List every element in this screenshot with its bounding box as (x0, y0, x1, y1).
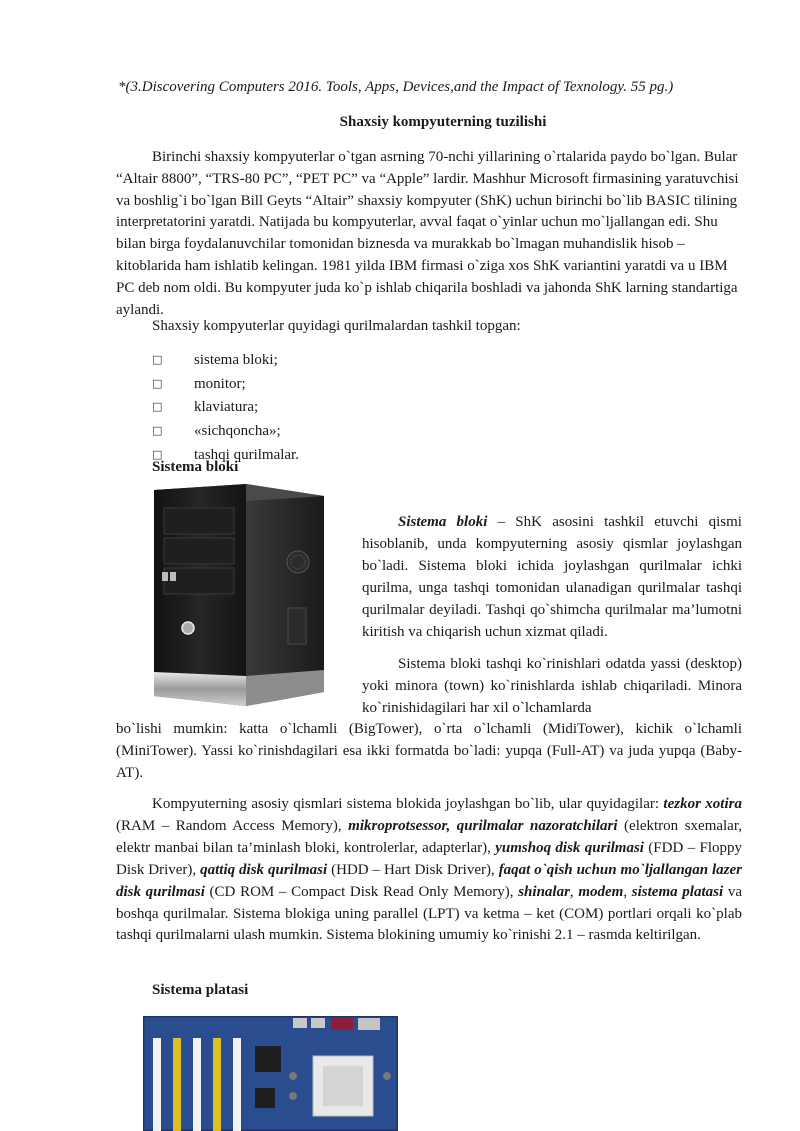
intro-paragraph (116, 147, 746, 321)
bullet-icon: □ (152, 376, 163, 390)
bullet-icon: □ (152, 424, 163, 438)
list-item: □ sistema bloki; (152, 350, 299, 374)
motherboard-image (143, 1016, 398, 1131)
sistema-bloki-forms-part2: bo`lishi mumkin: katta o`lchamli (BigTower), o`rta o`lchamli (MidiTower), kichik o`lchamli (MiniTower). Yassi ko`rinishdagilari esa ikki formatda bo`ladi: yupqa (Full-AT) va juda yupqa (Baby-AT). (116, 721, 742, 781)
intro-text: Birinchi shaxsiy kompyuterlar o`tgan asrning 70-nchi yillarining o`rtalarida paydo bo`lgan. Bular “Altair 8800”, “TRS-80 PC”, “PET PC” va “Apple” lardir. Mashhur Microsoft firmasining yaratuvchisi va boshlig`i bo`lgan Bill Geyts “Altair” shaxsiy kompyuter (ShK) uchun birinchi bo`lib BASIC tilining interpretatorini yaratdi. Natijada bu kompyuterlar, avval faqat o`yinlar uchun mo`ljallangan edi. Shu bilan birga foydalanuvchilar tomonidan biznesda va murakkab bo`lmagan muhandislik hisob – kitoblarida ham ishlatib kelingan. 1981 yilda IBM firmasi o`ziga xos ShK variantini yaratdi va u IBM PC deb nom oldi. Bu kompyuter juda ko`p ishlab chiqarila boshladi va jahonda ShK larning standartiga aylandi. (116, 149, 739, 318)
bullet-icon: □ (152, 353, 163, 366)
list-item: □ klaviatura; (152, 397, 299, 421)
term-sistema-bloki: Sistema bloki (398, 514, 488, 530)
sistema-bloki-forms-part1: Sistema bloki tashqi ko`rinishlari odatda yassi (desktop) yoki minora (town) ko`rinishlarda ishlab chiqariladi. Minora ko`rinishidagilari har xil o`lchamlarda (362, 656, 742, 716)
system-unit-image (148, 480, 328, 710)
page-title: Shaxsiy kompyuterning tuzilishi (339, 114, 547, 130)
bullet-icon: □ (152, 447, 163, 461)
list-item: □ monitor; (152, 374, 299, 398)
list-item: □ «sichqoncha»; (152, 421, 299, 445)
list-item: □ tashqi qurilmalar. (152, 445, 299, 469)
bullet-icon: □ (152, 400, 163, 414)
components-paragraph: Kompyuterning asosiy qismlari sistema blokida joylashgan bo`lib, ular quyidagilar: tezkor xotira (RAM – Random Access Memory), mikroprotsessor, qurilmalar nazoratchilari (elektron sxemalar, elektr manbai bilan ta’minlash bloki, kontrolerlar, adapterlar), yumshoq disk qurilmasi (FDD – Floppy Disk Driver), qattiq disk qurilmasi (HDD – Hart Disk Driver), faqat o`qish uchun mo`ljallangan lazer disk qurilmasi (CD ROM – Compact Disk Read Only Memory), shinalar, modem, sistema platasi va boshqa qurilmalar. Sistema blokiga uning parallel (LPT) va ketma – ket (COM) portlari orqali ko`plab tashqi qurilmalarni ulash mumkin. Sistema blokining umumiy ko`rinishi 2.1 – rasmda keltirilgan. (116, 796, 742, 944)
section-heading-sistema-platasi: Sistema platasi (152, 982, 249, 998)
citation: *(3.Discovering Computers 2016. Tools, Apps, Devices,and the Impact of Texnology. 55 pg.) (118, 79, 674, 95)
component-list (152, 350, 299, 468)
list-lead: Shaxsiy kompyuterlar quyidagi qurilmalardan tashkil topgan: (152, 318, 521, 334)
section-heading-sistema-bloki: Sistema bloki (152, 459, 239, 475)
sistema-bloki-definition: Sistema bloki – ShK asosini tashkil etuvchi qismi hisoblanib, unda kompyuterning asosiy qismlar joylashgan bo`ladi. Sistema bloki ichida joylashgan qurilmalar ichki qurilma, unga tashqi tomonidan ulanadigan qurilmalar tashqi qurilmalar deyiladi. Tashqi qo`shimcha qurilmalar ma’lumotni kiritish va chiqarish uchun xizmat qiladi. (362, 514, 742, 640)
